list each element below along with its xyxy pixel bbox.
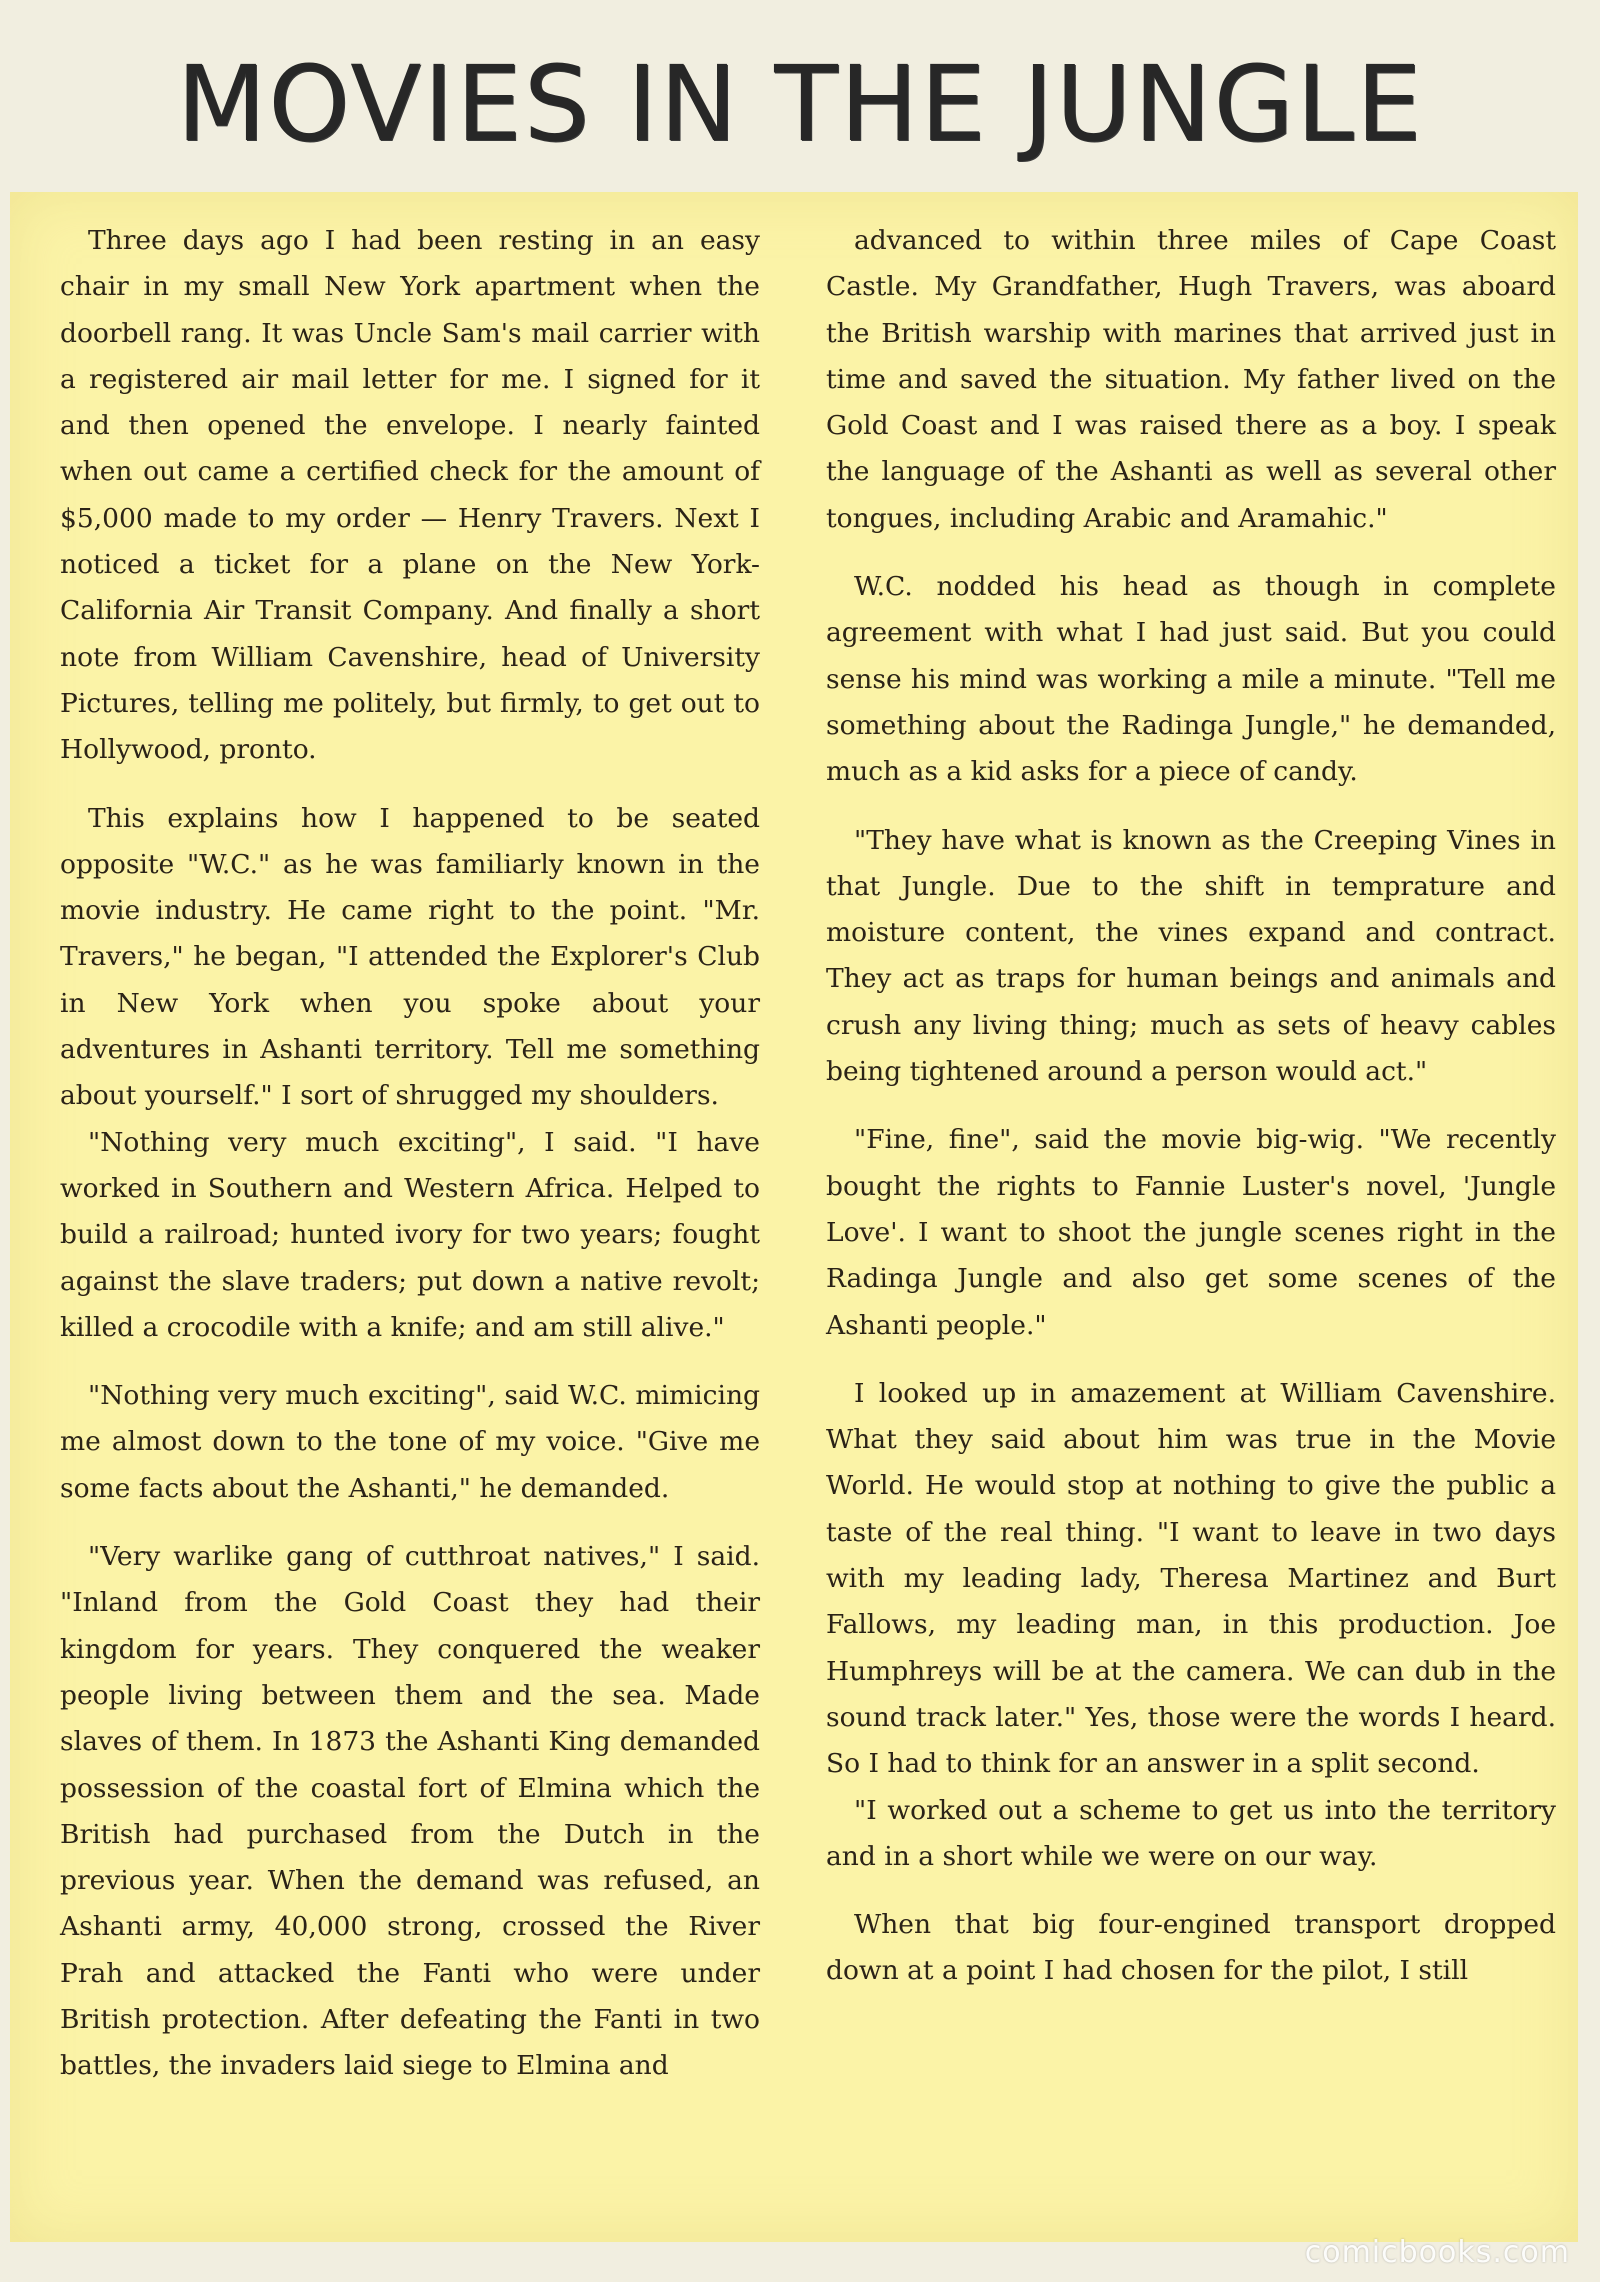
right-column (826, 218, 1556, 1995)
left-column (60, 218, 760, 2090)
paragraph: "Nothing very much exciting", said W.C. mimicing me almost down to the tone of my voice. "Give me some facts about the Ashanti," he demanded. (60, 1380, 760, 1504)
paragraph: "Very warlike gang of cutthroat natives," I said. "Inland from the Gold Coast they had their kingdom for years. They conquered the weaker people living between them and the sea. Made slaves of them. In 1873 the Ashanti King demanded possession of the coastal fort of Elmina which the British had purchased from the Dutch in the previous year. When the demand was refused, an Ashanti army, 40,000 strong, crossed the River Prah and attacked the Fanti who were under British protection. After defeating the Fanti in two battles, the invaders laid siege to Elmina and (60, 1541, 760, 2082)
paragraph: "I worked out a scheme to get us into the territory and in a short while we were on our way. (826, 1794, 1556, 1872)
paragraph: This explains how I happened to be seated opposite "W.C." as he was familiarly known in the movie industry. He came right to the point. "Mr. Travers," he began, "I attended the Explorer's Club in New York when you spoke about your adventures in Ashanti territory. Tell me something about yourself." I sort of shrugged my shoulders. (60, 802, 760, 1112)
article-title: MOVIES IN THE JUNGLE (176, 43, 1424, 165)
paragraph: advanced to within three miles of Cape Coast Castle. My Grandfather, Hugh Travers, was aboard the British warship with marines that arrived just in time and saved the situation. My father lived on the Gold Coast and I was raised there as a boy. I speak the language of the Ashanti as well as several other tongues, including Arabic and Aramahic." (826, 225, 1556, 534)
paragraph: Three days ago I had been resting in an easy chair in my small New York apartment when the doorbell rang. It was Uncle Sam's mail carrier with a registered air mail letter for me. I signed for it and then opened the envelope. I nearly fainted when out came a certified check for the amount of $5,000 made to my order — Henry Travers. Next I noticed a ticket for a plane on the New York-California Air Transit Company. And finally a short note from William Cavenshire, head of University Pictures, telling me politely, but firmly, to get out to Hollywood, pronto. (60, 225, 760, 766)
paragraph: I looked up in amazement at William Cavenshire. What they said about him was true in the Movie World. He would stop at nothing to give the public a taste of the real thing. "I want to leave in two days with my leading lady, Theresa Martinez and Burt Fallows, my leading man, in this production. Joe Humphreys will be at the camera. We can dub in the sound track later." Yes, those were the words I heard. So I had to think for an answer in a split second. (826, 1377, 1556, 1780)
watermark: comicbooks.com (1304, 2235, 1570, 2270)
paragraph: When that big four-engined transport dropped down at a point I had chosen for the pilot, I still (826, 1909, 1556, 1987)
paragraph: W.C. nodded his head as though in complete agreement with what I had just said. But you could sense his mind was working a mile a minute. "Tell me something about the Radinga Jungle," he demanded, much as a kid asks for a piece of candy. (826, 571, 1556, 788)
paragraph: "They have what is known as the Creeping Vines in that Jungle. Due to the shift in temprature and moisture content, the vines expand and contract. They act as traps for human beings and animals and crush any living thing; much as sets of heavy cables being tightened around a person would act." (826, 824, 1556, 1088)
paragraph: "Fine, fine", said the movie big-wig. "We recently bought the rights to Fannie Luster's novel, 'Jungle Love'. I want to shoot the jungle scenes right in the Radinga Jungle and also get some scenes of the Ashanti people." (826, 1124, 1556, 1341)
paragraph: "Nothing very much exciting", I said. "I have worked in Southern and Western Africa. Helped to build a railroad; hunted ivory for two years; fought against the slave traders; put down a native revolt; killed a crocodile with a knife; and am still alive." (60, 1126, 760, 1343)
